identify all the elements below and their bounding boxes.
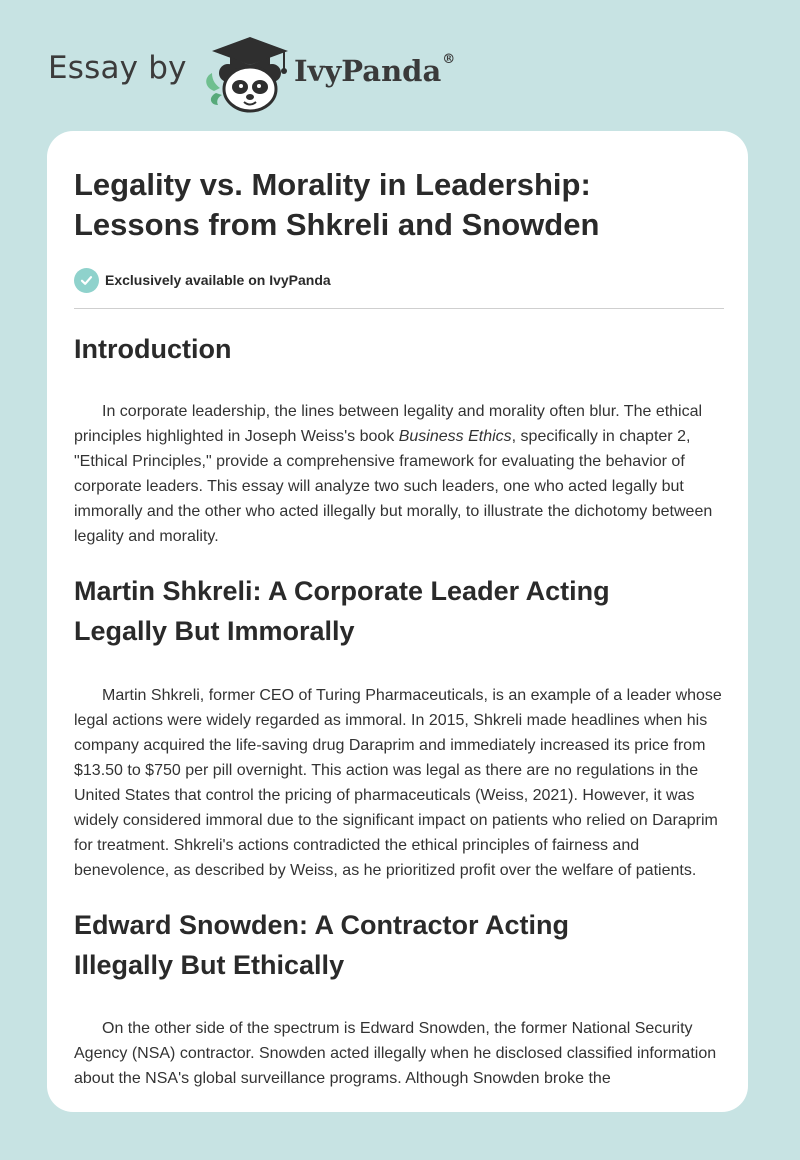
section-heading-line-2: Legally But Immorally (74, 616, 355, 646)
section-heading-introduction (74, 329, 724, 369)
essay-by-label: Essay by (48, 50, 187, 86)
checkmark-circle-icon (74, 268, 99, 293)
registered-mark: ® (442, 52, 456, 67)
paragraph-text: , specifically in chapter 2, "Ethical Principles," provide a comprehensive framework for evaluating the behavior of corporate leaders. This essay will analyze two such leaders, one who acted legally but immorally and the other who acted illegally but morally, to illustrate the dichotomy between legality and morality. (74, 428, 713, 545)
section-paragraph-introduction (74, 399, 724, 549)
essay-card (47, 131, 748, 1112)
exclusive-badge (74, 267, 724, 293)
section-heading-line-1: Martin Shkreli: A Corporate Leader Acting (74, 576, 610, 606)
brand-name[interactable] (294, 54, 454, 88)
section-heading-shkreli (74, 571, 724, 651)
book-title: Business Ethics (398, 428, 512, 445)
section-heading-line-2: Illegally But Ethically (74, 950, 345, 980)
essay-content (74, 131, 724, 1091)
panda-graduation-cap-logo-icon[interactable] (200, 33, 292, 113)
brand-name-text: IvyPanda (294, 54, 442, 88)
section-paragraph-snowden: On the other side of the spectrum is Edward Snowden, the former National Security Agency (NSA) contractor. Snowden acted illegally when he disclosed classified information about the NSA's global surveillance programs. Although Snowden broke the (74, 1020, 717, 1087)
section-heading-snowden (74, 905, 724, 985)
exclusive-label: Exclusively available on IvyPanda (105, 272, 331, 288)
essay-title-line-2: Lessons from Shkreli and Snowden (74, 207, 600, 242)
site-header (0, 0, 800, 130)
section-heading-text: Introduction (74, 334, 232, 364)
essay-title (74, 165, 724, 245)
divider (74, 308, 724, 309)
section-paragraph-shkreli: Martin Shkreli, former CEO of Turing Pharmaceuticals, is an example of a leader whose legal actions were widely regarded as immoral. In 2015, Shkreli made headlines when his company acquired the life-saving drug Daraprim and immediately increased its price from $13.50 to $750 per pill overnight. This action was legal as there are no regulations in the United States that control the pricing of pharmaceuticals (Weiss, 2021). However, it was widely considered immoral due to the significant impact on patients who relied on Daraprim for treatment. Shkreli's actions contradicted the ethical principles of fairness and benevolence, as described by Weiss, as he prioritized profit over the welfare of patients. (74, 687, 722, 879)
essay-title-line-1: Legality vs. Morality in Leadership: (74, 167, 591, 202)
paragraph-text: In corporate leadership, the lines between legality and morality often blur. The ethical principles highlighted in Joseph Weiss's book (74, 403, 703, 445)
section-heading-line-1: Edward Snowden: A Contractor Acting (74, 910, 570, 940)
